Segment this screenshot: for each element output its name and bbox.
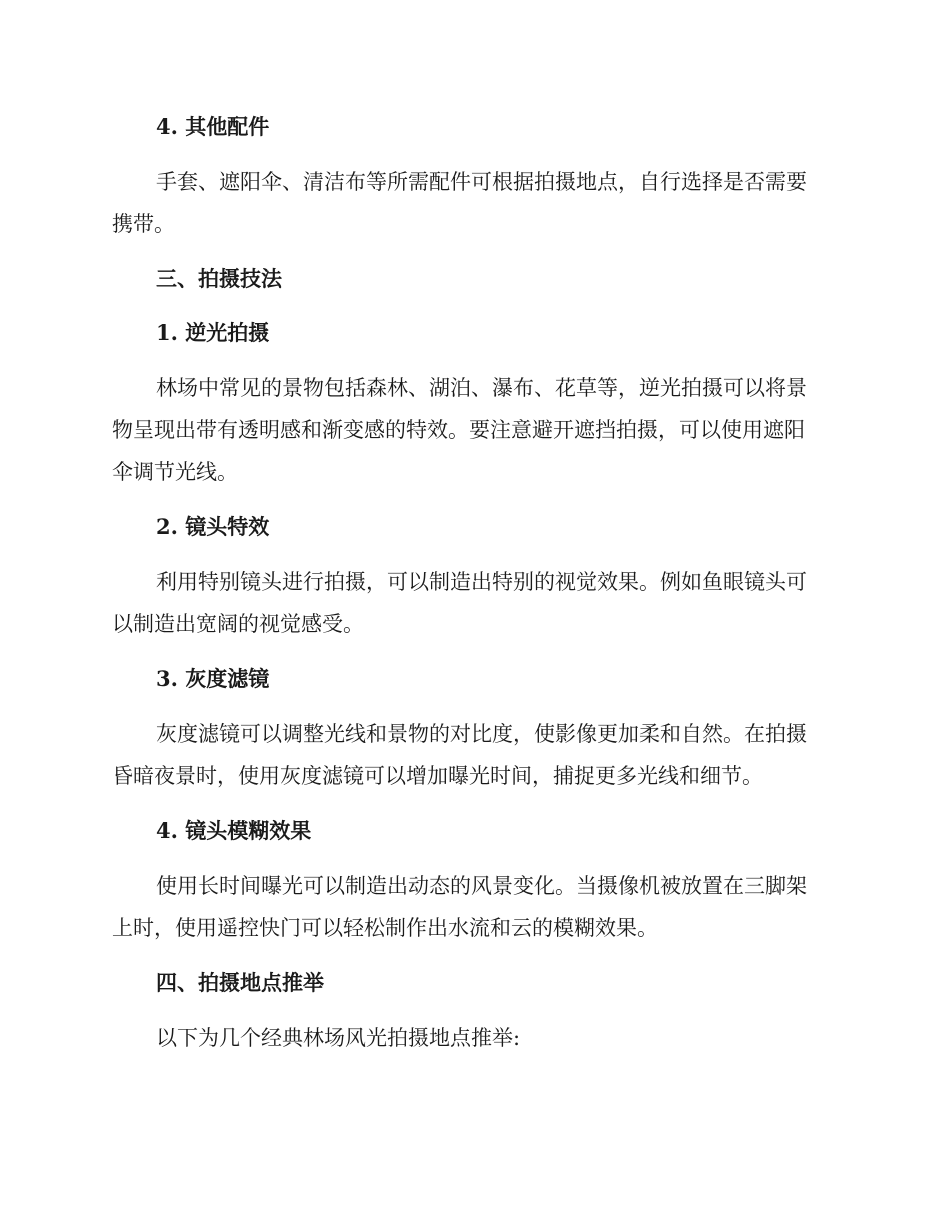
paragraph-line: 以下为几个经典林场风光拍摄地点推举: <box>156 1026 521 1050</box>
section-heading-blur-effect: 4. 镜头模糊效果 <box>156 818 312 843</box>
paragraph-line: 林场中常见的景物包括森林、湖泊、瀑布、花草等，逆光拍摄可以将景 <box>156 376 807 400</box>
section-heading-shooting-techniques: 三、拍摄技法 <box>156 266 282 291</box>
paragraph-line: 使用长时间曝光可以制造出动态的风景变化。当摄像机被放置在三脚架 <box>156 874 807 898</box>
paragraph-line: 昏暗夜景时，使用灰度滤镜可以增加曝光时间，捕捉更多光线和细节。 <box>112 764 763 788</box>
section-heading-backlight: 1. 逆光拍摄 <box>156 320 270 345</box>
paragraph-line: 利用特别镜头进行拍摄，可以制造出特别的视觉效果。例如鱼眼镜头可 <box>156 570 807 594</box>
section-heading-nd-filter: 3. 灰度滤镜 <box>156 666 270 691</box>
paragraph-line: 灰度滤镜可以调整光线和景物的对比度，使影像更加柔和自然。在拍摄 <box>156 722 807 746</box>
section-heading-lens-effects: 2. 镜头特效 <box>156 514 270 539</box>
section-heading-recommended-locations: 四、拍摄地点推举 <box>156 970 324 995</box>
paragraph-line: 物呈现出带有透明感和渐变感的特效。要注意避开遮挡拍摄，可以使用遮阳 <box>112 418 805 442</box>
paragraph-line: 携带。 <box>112 212 175 236</box>
paragraph-line: 伞调节光线。 <box>112 460 238 484</box>
paragraph-line: 上时，使用遥控快门可以轻松制作出水流和云的模糊效果。 <box>112 916 658 940</box>
paragraph-line: 以制造出宽阔的视觉感受。 <box>112 612 364 636</box>
section-heading-other-accessories: 4. 其他配件 <box>156 114 270 139</box>
paragraph-line: 手套、遮阳伞、清洁布等所需配件可根据拍摄地点，自行选择是否需要 <box>156 170 807 194</box>
